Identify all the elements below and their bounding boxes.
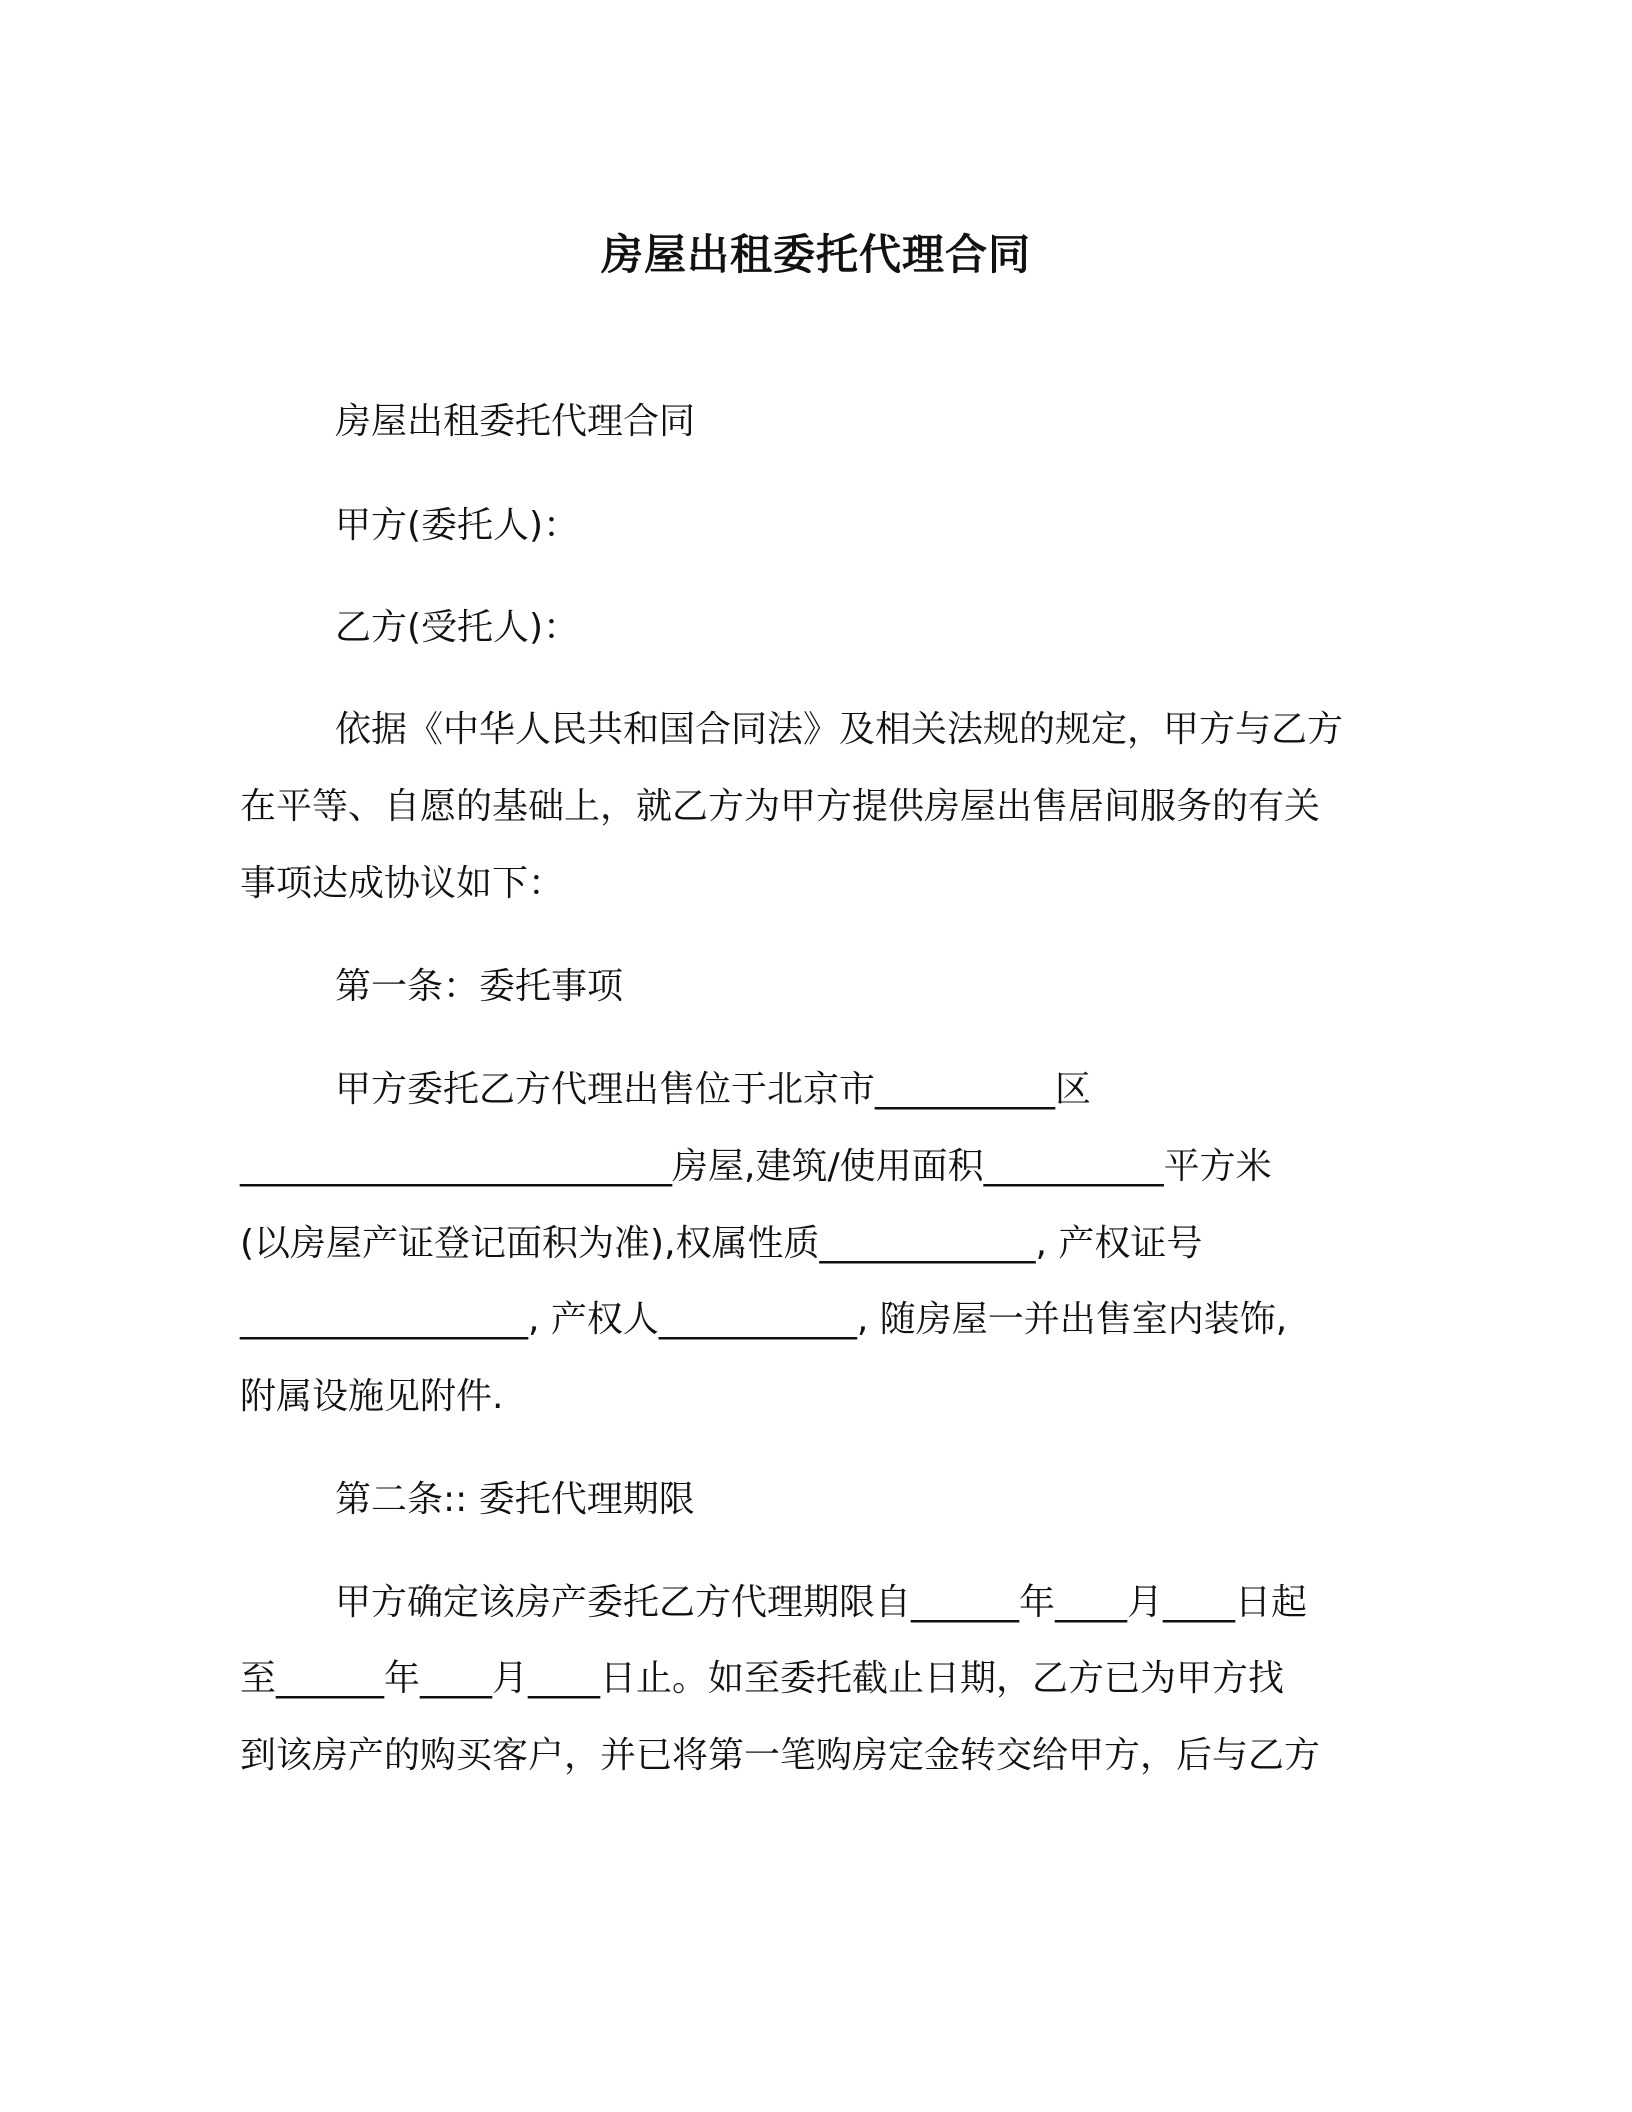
party-b-line: 乙方(受托人)： [335, 607, 580, 648]
party-a-line: 甲方(委托人)： [335, 505, 580, 546]
article-2-heading: 第二条:: 委托代理期限 [335, 1479, 695, 1520]
article-1-line-3: (以房屋产证登记面积为准),权属性质____________, 产权证号 [240, 1223, 1203, 1264]
article-2-line-2: 至______年____月____日止。如至委托截止日期，乙方已为甲方找 [240, 1658, 1285, 1699]
article-1-line-4: ________________, 产权人___________, 随房屋一并出售室内装饰, [240, 1299, 1288, 1340]
article-1-line-2: ________________________房屋,建筑/使用面积__________平方米 [240, 1146, 1272, 1187]
preamble-line-3: 事项达成协议如下： [240, 863, 565, 904]
article-2-line-3: 到该房产的购买客户，并已将第一笔购房定金转交给甲方，后与乙方 [240, 1735, 1321, 1776]
subtitle-line: 房屋出租委托代理合同 [335, 401, 696, 442]
preamble-line-2: 在平等、自愿的基础上，就乙方为甲方提供房屋出售居间服务的有关 [240, 786, 1321, 827]
document-title: 房屋出租委托代理合同 [600, 230, 1031, 279]
article-2-line-1: 甲方确定该房产委托乙方代理期限自______年____月____日起 [335, 1582, 1308, 1623]
article-1-line-1: 甲方委托乙方代理出售位于北京市__________区 [335, 1069, 1092, 1110]
preamble-line-1: 依据《中华人民共和国合同法》及相关法规的规定，甲方与乙方 [335, 709, 1344, 750]
article-1-line-5: 附属设施见附件. [240, 1376, 504, 1417]
article-1-heading: 第一条：委托事项 [335, 966, 624, 1007]
